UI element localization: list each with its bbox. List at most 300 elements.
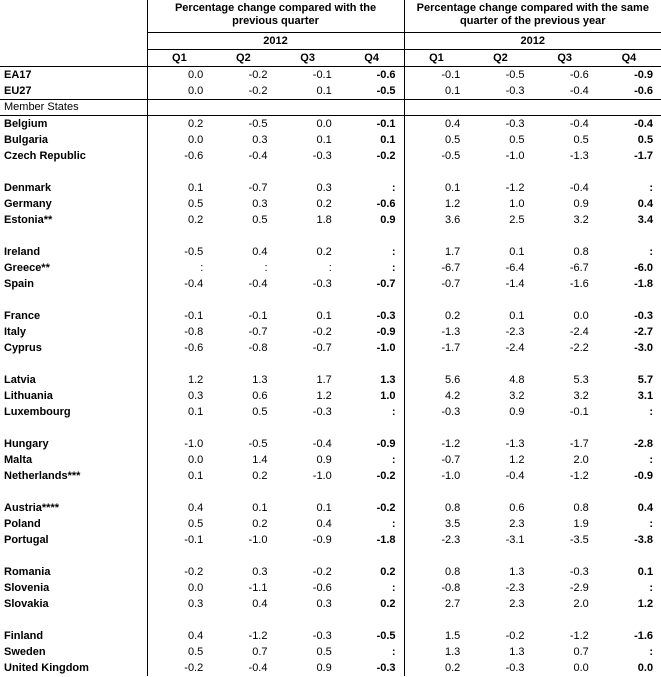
value-cell: -1.0 (248, 533, 268, 546)
table-row (0, 516, 661, 532)
country-name: Hungary (0, 436, 147, 452)
year-header-1: 2012 (147, 33, 404, 50)
value-cell: -0.8 (184, 325, 204, 338)
value-cell: 3.6 (444, 213, 461, 226)
value-cell: 0.7 (573, 645, 589, 658)
value-cell: 0.3 (187, 389, 204, 402)
value-cell: : (649, 645, 654, 658)
country-name: Denmark (0, 180, 147, 196)
value-cell: 0.4 (637, 197, 654, 210)
value-cell: 5.6 (444, 373, 461, 386)
value-cell: -6.4 (505, 261, 525, 274)
spacer-row (0, 292, 661, 308)
value-cell: -1.2 (505, 181, 525, 194)
country-name: Sweden (0, 644, 147, 660)
value-cell: -0.6 (184, 149, 204, 162)
table-row (0, 148, 661, 164)
spacer-row (0, 420, 661, 436)
value-cell: -1.7 (634, 149, 654, 162)
value-cell: 0.3 (187, 597, 204, 610)
value-cell: 0.8 (444, 565, 461, 578)
value-cell: 0.0 (573, 309, 589, 322)
value-cell: -0.8 (248, 341, 268, 354)
value-cell: -2.7 (634, 325, 654, 338)
value-cell: 1.7 (444, 245, 461, 258)
country-name: Italy (0, 324, 147, 340)
table-row (0, 452, 661, 468)
value-cell: 0.3 (316, 597, 332, 610)
value-cell: 0.2 (252, 469, 268, 482)
value-cell: 5.3 (573, 373, 589, 386)
value-cell: 0.1 (316, 84, 332, 97)
value-cell: 0.3 (252, 133, 268, 146)
value-cell: 1.3 (509, 645, 525, 658)
value-cell: -0.2 (248, 68, 268, 81)
value-cell: -0.5 (248, 117, 268, 130)
value-cell: -0.4 (248, 149, 268, 162)
table-row (0, 564, 661, 580)
value-cell: : (340, 404, 404, 420)
value-cell: -0.3 (569, 565, 589, 578)
value-cell: 1.3 (340, 372, 404, 388)
value-cell: -1.8 (340, 532, 404, 548)
country-name: Germany (0, 196, 147, 212)
country-name: Lithuania (0, 388, 147, 404)
value-cell: -1.0 (505, 149, 525, 162)
value-cell: -3.0 (634, 341, 654, 354)
value-cell: -0.5 (441, 149, 461, 162)
value-cell: -1.8 (634, 277, 654, 290)
value-cell: -0.5 (340, 628, 404, 644)
value-cell: -0.2 (340, 468, 404, 484)
table-header (0, 0, 661, 67)
quarter-header: Q2 (211, 50, 275, 67)
value-cell: -1.0 (441, 469, 461, 482)
value-cell: -6.7 (441, 261, 461, 274)
value-cell: -0.8 (441, 581, 461, 594)
country-name: France (0, 308, 147, 324)
value-cell: -0.2 (340, 148, 404, 164)
value-cell: -0.3 (634, 309, 654, 322)
value-cell: 4.2 (444, 389, 461, 402)
value-cell: : (200, 261, 204, 274)
value-cell: : (264, 261, 268, 274)
value-cell: 0.5 (573, 133, 589, 146)
country-name: Latvia (0, 372, 147, 388)
value-cell: -0.7 (441, 453, 461, 466)
value-cell: -0.4 (184, 277, 204, 290)
table-row (0, 308, 661, 324)
value-cell: 3.4 (637, 213, 654, 226)
country-name: Romania (0, 564, 147, 580)
value-cell: 3.2 (573, 213, 589, 226)
value-cell: -1.6 (634, 629, 654, 642)
value-cell: 0.1 (509, 309, 525, 322)
table-row (0, 116, 661, 133)
country-name: Slovakia (0, 596, 147, 612)
country-name: Ireland (0, 244, 147, 260)
table-row (0, 67, 661, 84)
value-cell: 0.1 (340, 132, 404, 148)
value-cell: 0.0 (187, 68, 204, 81)
country-name: Finland (0, 628, 147, 644)
country-name: Netherlands*** (0, 468, 147, 484)
value-cell: -2.4 (569, 325, 589, 338)
value-cell: -0.2 (312, 325, 332, 338)
country-name: Greece** (0, 260, 147, 276)
value-cell: 0.6 (509, 501, 525, 514)
value-cell: -0.9 (312, 533, 332, 546)
value-cell: -6.7 (569, 261, 589, 274)
table-row (0, 388, 661, 404)
value-cell: -0.4 (312, 437, 332, 450)
group-header-prev-year: Percentage change compared with the same quarter of the previous year (416, 2, 649, 27)
value-cell: 0.5 (252, 405, 268, 418)
value-cell: -3.5 (569, 533, 589, 546)
value-cell: -0.6 (340, 67, 404, 84)
value-cell: 1.2 (444, 197, 461, 210)
table-row (0, 324, 661, 340)
value-cell: -0.4 (248, 277, 268, 290)
spacer-row (0, 228, 661, 244)
value-cell: -0.1 (248, 309, 268, 322)
value-cell: -0.2 (505, 629, 525, 642)
spacer-row (0, 164, 661, 180)
value-cell: 0.3 (252, 197, 268, 210)
value-cell: 0.4 (187, 501, 204, 514)
value-cell: 0.4 (252, 245, 268, 258)
value-cell: : (649, 517, 654, 530)
value-cell: 0.1 (187, 181, 204, 194)
value-cell: 0.5 (509, 133, 525, 146)
value-cell: 3.2 (509, 389, 525, 402)
value-cell: -0.5 (184, 245, 204, 258)
value-cell: -0.3 (340, 660, 404, 676)
table-row (0, 212, 661, 228)
value-cell: -0.7 (248, 181, 268, 194)
value-cell: -0.2 (340, 500, 404, 516)
table-row (0, 180, 661, 196)
value-cell: : (340, 580, 404, 596)
value-cell: -0.7 (441, 277, 461, 290)
country-name: Portugal (0, 532, 147, 548)
quarter-header: Q4 (340, 50, 404, 67)
value-cell: : (340, 516, 404, 532)
country-name: Malta (0, 452, 147, 468)
value-cell: -1.2 (569, 469, 589, 482)
value-cell: -0.5 (505, 68, 525, 81)
value-cell: 0.9 (340, 212, 404, 228)
value-cell: 0.5 (316, 645, 332, 658)
value-cell: 1.4 (252, 453, 268, 466)
value-cell: -1.0 (184, 437, 204, 450)
value-cell: 2.0 (573, 453, 589, 466)
table-row (0, 196, 661, 212)
value-cell: : (340, 244, 404, 260)
value-cell: 0.1 (316, 501, 332, 514)
value-cell: 0.4 (187, 629, 204, 642)
value-cell: 0.0 (573, 661, 589, 674)
value-cell: 0.4 (444, 117, 461, 130)
value-cell: 0.1 (444, 84, 461, 97)
table-row (0, 244, 661, 260)
value-cell: -0.2 (184, 661, 204, 674)
value-cell: : (649, 453, 654, 466)
value-cell: -1.7 (569, 437, 589, 450)
table-row (0, 628, 661, 644)
value-cell: 0.5 (187, 197, 204, 210)
quarter-header: Q1 (147, 50, 211, 67)
value-cell: -3.1 (505, 533, 525, 546)
value-cell: -0.3 (312, 405, 332, 418)
value-cell: 0.5 (637, 133, 654, 146)
value-cell: 0.2 (316, 197, 332, 210)
value-cell: 3.1 (637, 389, 654, 402)
value-cell: 0.2 (444, 661, 461, 674)
value-cell: -0.6 (634, 84, 654, 97)
value-cell: 1.5 (444, 629, 461, 642)
value-cell: 1.2 (316, 389, 332, 402)
value-cell: -1.3 (569, 149, 589, 162)
value-cell: -1.6 (569, 277, 589, 290)
value-cell: -0.4 (634, 117, 654, 130)
value-cell: 0.7 (252, 645, 268, 658)
table-row (0, 132, 661, 148)
value-cell: 1.0 (340, 388, 404, 404)
value-cell: -0.1 (441, 68, 461, 81)
value-cell: -0.2 (248, 84, 268, 97)
value-cell: 1.3 (252, 373, 268, 386)
value-cell: -0.3 (312, 277, 332, 290)
quarter-header: Q2 (468, 50, 532, 67)
value-cell: 1.2 (637, 597, 654, 610)
value-cell: -0.3 (312, 149, 332, 162)
value-cell: 1.9 (573, 517, 589, 530)
table-row (0, 468, 661, 484)
value-cell: : (649, 581, 654, 594)
value-cell: -0.9 (340, 436, 404, 452)
value-cell: 0.8 (573, 245, 589, 258)
value-cell: -0.3 (312, 629, 332, 642)
value-cell: -2.3 (505, 581, 525, 594)
value-cell: 0.3 (252, 565, 268, 578)
value-cell: -0.9 (634, 469, 654, 482)
value-cell: 1.2 (187, 373, 204, 386)
value-cell: -1.2 (569, 629, 589, 642)
value-cell: : (649, 405, 654, 418)
value-cell: -0.1 (312, 68, 332, 81)
country-name: Austria**** (0, 500, 147, 516)
value-cell: -0.4 (248, 661, 268, 674)
table-row (0, 660, 661, 676)
group-header-prev-quarter: Percentage change compared with the previous quarter (147, 0, 404, 33)
value-cell: 0.5 (187, 517, 204, 530)
value-cell: 0.6 (252, 389, 268, 402)
value-cell: -3.8 (634, 533, 654, 546)
value-cell: -0.1 (184, 309, 204, 322)
value-cell: -1.0 (312, 469, 332, 482)
value-cell: 0.0 (187, 84, 204, 97)
value-cell: 0.0 (187, 133, 204, 146)
value-cell: -1.2 (441, 437, 461, 450)
value-cell: 0.0 (316, 117, 332, 130)
value-cell: -2.2 (569, 341, 589, 354)
value-cell: 0.2 (316, 245, 332, 258)
value-cell: 0.2 (252, 517, 268, 530)
value-cell: -0.4 (569, 117, 589, 130)
value-cell: 1.8 (316, 213, 332, 226)
value-cell: 0.2 (340, 596, 404, 612)
country-name: United Kingdom (0, 660, 147, 676)
value-cell: 0.9 (316, 453, 332, 466)
value-cell: 0.5 (444, 133, 461, 146)
value-cell: -0.3 (505, 84, 525, 97)
table-row (0, 436, 661, 452)
value-cell: 0.2 (187, 117, 204, 130)
value-cell: -1.3 (505, 437, 525, 450)
value-cell: -6.0 (634, 261, 654, 274)
value-cell: -0.1 (569, 405, 589, 418)
value-cell: -0.3 (505, 117, 525, 130)
value-cell: 0.1 (509, 245, 525, 258)
year-header-2: 2012 (404, 33, 661, 50)
value-cell: -1.7 (441, 341, 461, 354)
value-cell: 0.3 (316, 181, 332, 194)
value-cell: 1.7 (316, 373, 332, 386)
value-cell: 0.5 (187, 645, 204, 658)
section-label: Member States (0, 100, 147, 116)
value-cell: -1.3 (441, 325, 461, 338)
value-cell: 0.4 (316, 517, 332, 530)
value-cell: -2.3 (505, 325, 525, 338)
value-cell: -0.7 (340, 276, 404, 292)
table-row (0, 596, 661, 612)
country-name: Estonia** (0, 212, 147, 228)
value-cell: : (328, 261, 332, 274)
value-cell: 1.0 (509, 197, 525, 210)
value-cell: 0.4 (252, 597, 268, 610)
value-cell: -0.5 (248, 437, 268, 450)
value-cell: -0.6 (184, 341, 204, 354)
value-cell: 0.1 (187, 469, 204, 482)
value-cell: -0.9 (340, 324, 404, 340)
table-row (0, 372, 661, 388)
value-cell: -2.3 (441, 533, 461, 546)
table-row (0, 276, 661, 292)
value-cell: 2.5 (509, 213, 525, 226)
value-cell: 4.8 (509, 373, 525, 386)
value-cell: 0.9 (509, 405, 525, 418)
value-cell: -0.1 (184, 533, 204, 546)
country-name: EA17 (0, 67, 147, 84)
value-cell: 1.2 (509, 453, 525, 466)
value-cell: 2.3 (509, 597, 525, 610)
value-cell: -0.3 (505, 661, 525, 674)
country-name: Poland (0, 516, 147, 532)
value-cell: -0.7 (248, 325, 268, 338)
value-cell: : (340, 180, 404, 196)
section-row (0, 100, 661, 116)
spacer-row (0, 484, 661, 500)
value-cell: 0.0 (187, 581, 204, 594)
value-cell: 0.4 (637, 501, 654, 514)
value-cell: -0.6 (312, 581, 332, 594)
value-cell: -1.1 (248, 581, 268, 594)
value-cell: 0.8 (573, 501, 589, 514)
value-cell: 0.8 (444, 501, 461, 514)
value-cell: -0.4 (569, 84, 589, 97)
value-cell: 5.7 (637, 373, 654, 386)
value-cell: -0.6 (569, 68, 589, 81)
value-cell: 0.5 (252, 213, 268, 226)
country-name: Slovenia (0, 580, 147, 596)
value-cell: -0.2 (184, 565, 204, 578)
value-cell: 0.1 (444, 181, 461, 194)
country-name: Cyprus (0, 340, 147, 356)
value-cell: 0.2 (187, 213, 204, 226)
table-row (0, 404, 661, 420)
value-cell: 0.1 (637, 565, 654, 578)
table-row (0, 644, 661, 660)
country-name: Luxembourg (0, 404, 147, 420)
table-row (0, 260, 661, 276)
value-cell: 2.3 (509, 517, 525, 530)
value-cell: 0.1 (316, 309, 332, 322)
value-cell: -2.9 (569, 581, 589, 594)
spacer-row (0, 612, 661, 628)
value-cell: -0.5 (340, 83, 404, 100)
value-cell: -1.0 (340, 340, 404, 356)
spacer-row (0, 356, 661, 372)
table-row (0, 532, 661, 548)
country-name: Bulgaria (0, 132, 147, 148)
table-body (0, 67, 661, 677)
table-row (0, 340, 661, 356)
table-row (0, 580, 661, 596)
quarter-header: Q4 (597, 50, 661, 67)
value-cell: 0.0 (187, 453, 204, 466)
value-cell: 0.1 (252, 501, 268, 514)
value-cell: : (340, 452, 404, 468)
quarter-header: Q3 (276, 50, 340, 67)
value-cell: 2.7 (444, 597, 461, 610)
value-cell: 3.5 (444, 517, 461, 530)
country-name: EU27 (0, 83, 147, 100)
value-cell: -0.7 (312, 341, 332, 354)
value-cell: -0.2 (312, 565, 332, 578)
value-cell: 0.2 (444, 309, 461, 322)
value-cell: 2.0 (573, 597, 589, 610)
value-cell: -0.1 (340, 116, 404, 133)
quarter-header: Q1 (404, 50, 468, 67)
country-name: Spain (0, 276, 147, 292)
table-row (0, 83, 661, 100)
country-header (0, 0, 147, 33)
value-cell: 3.2 (573, 389, 589, 402)
quarter-header: Q3 (533, 50, 597, 67)
value-cell: 0.1 (187, 405, 204, 418)
value-cell: -0.3 (441, 405, 461, 418)
value-cell: : (649, 245, 654, 258)
value-cell: -2.4 (505, 341, 525, 354)
value-cell: -0.6 (340, 196, 404, 212)
value-cell: 0.0 (637, 661, 654, 674)
value-cell: -1.4 (505, 277, 525, 290)
country-name: Belgium (0, 116, 147, 133)
value-cell: : (649, 181, 654, 194)
value-cell: : (340, 644, 404, 660)
value-cell: 1.3 (509, 565, 525, 578)
